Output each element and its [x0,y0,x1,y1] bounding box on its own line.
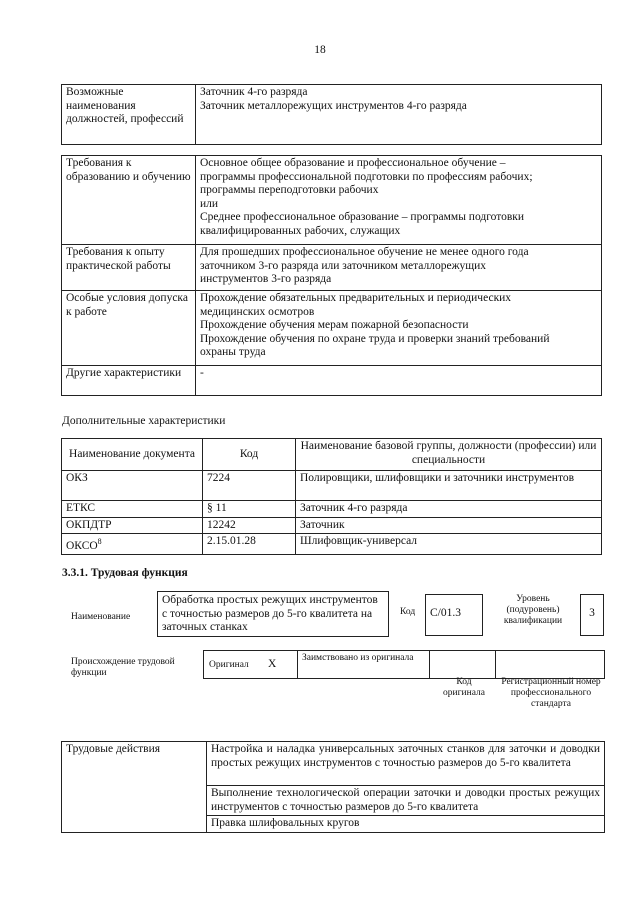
requirement-text [196,156,602,245]
cell-name: Заточник 4-го разряда [296,501,602,518]
requirement-line: Прохождение обязательных предварительных и периодических [200,292,512,304]
cell-name: Полировщики, шлифовщики и заточники инструментов [296,471,602,501]
col-header-code: Код [203,439,296,471]
cell-doc: ОКЗ [62,471,203,501]
requirement-line: программы профессиональной подготовки по профессиям рабочих; [200,170,533,183]
origin-label: Происхождение трудовой функции [71,657,175,678]
col-header-name: Наименование базовой группы, должности (профессии) или специальности [296,439,602,471]
positions-table [61,84,602,145]
cell-code: § 11 [203,501,296,518]
position-value: Заточник металлорежущих инструментов 4-го разряда [200,99,467,112]
function-heading: 3.3.1. Трудовая функция [62,567,188,579]
function-name-label: Наименование [71,612,131,622]
positions-values [196,85,602,145]
requirement-line: Среднее профессиональное образование – программы подготовки [200,211,525,223]
action-item: Выполнение технологической операции заточки и доводки простых режущих инструментов с точностью размеров до 5-го квалитета [207,786,605,816]
requirement-text: - [196,366,602,396]
requirement-label: Требования к опыту практической работы [62,245,196,291]
requirements-table [61,155,602,396]
table-row [62,517,602,534]
requirement-line: или [200,197,219,210]
action-item: Правка шлифовальных кругов [207,816,605,833]
cell-name: Заточник [296,517,602,534]
requirement-line: инструментов 3-го разряда [200,273,332,285]
divider [495,650,496,679]
requirement-line: медицинских осмотров [200,305,315,318]
footnote-mark: 8 [97,537,102,546]
level-label: Уровень (подуровень) квалификации [503,594,563,626]
code-label: Код [400,607,416,617]
table-row [62,534,602,555]
requirement-line: охраны труда [200,346,266,358]
requirement-text [196,291,602,366]
requirement-line: Прохождение обучения по охране труда и проверки знаний требований [200,332,550,345]
cell-name: Шлифовщик-универсал [296,534,602,555]
actions-table [61,741,605,833]
requirement-line: Для прошедших профессиональное обучение не менее одного года [200,246,529,258]
requirement-label: Другие характеристики [62,366,196,396]
cell-doc [62,534,203,555]
table-row [62,471,602,501]
page-number: 18 [314,44,326,56]
function-name-value: Обработка простых режущих инструментов с точностью размеров до 5-го квалитета на заточных станках [157,591,389,637]
requirement-line: программы переподготовки рабочих [200,184,379,196]
borrowed-label: Заимствовано из оригинала [302,653,414,663]
additional-table [61,438,602,555]
level-value: 3 [580,594,604,636]
action-item: Настройка и наладка универсальных заточных станков для заточки и доводки простых режущих инструментов с точностью размеров до 5-го квалитета [207,742,605,786]
requirement-line: Основное общее образование и профессиональное обучение – [200,157,506,169]
table-row [62,501,602,518]
requirement-text [196,245,602,291]
code-value: C/01.3 [425,594,483,636]
code-original-label: Код оригинала [443,677,485,698]
cell-code: 7224 [203,471,296,501]
original-label: Оригинал [209,660,249,670]
requirement-line: Прохождение обучения мерам пожарной безопасности [200,319,469,331]
additional-heading: Дополнительные характеристики [62,415,226,427]
positions-label: Возможные наименования должностей, профессий [62,85,196,145]
requirement-label: Особые условия допуска к работе [62,291,196,366]
cell-code: 12242 [203,517,296,534]
original-mark: X [268,658,277,670]
divider [297,650,298,679]
divider [429,650,430,679]
requirement-label: Требования к образованию и обучению [62,156,196,245]
requirement-line: заточником 3-го разряда или заточником металлорежущих [200,259,487,272]
reg-number-label: Регистрационный номер профессионального стандарта [501,677,601,709]
col-header-document: Наименование документа [62,439,203,471]
cell-doc: ЕТКС [62,501,203,518]
actions-label: Трудовые действия [62,742,207,833]
position-value: Заточник 4-го разряда [200,86,308,98]
requirement-line: квалифицированных рабочих, служащих [200,224,401,237]
cell-code: 2.15.01.28 [203,534,296,555]
cell-doc: ОКПДТР [62,517,203,534]
cell-doc-text: ОКСО [66,539,98,552]
